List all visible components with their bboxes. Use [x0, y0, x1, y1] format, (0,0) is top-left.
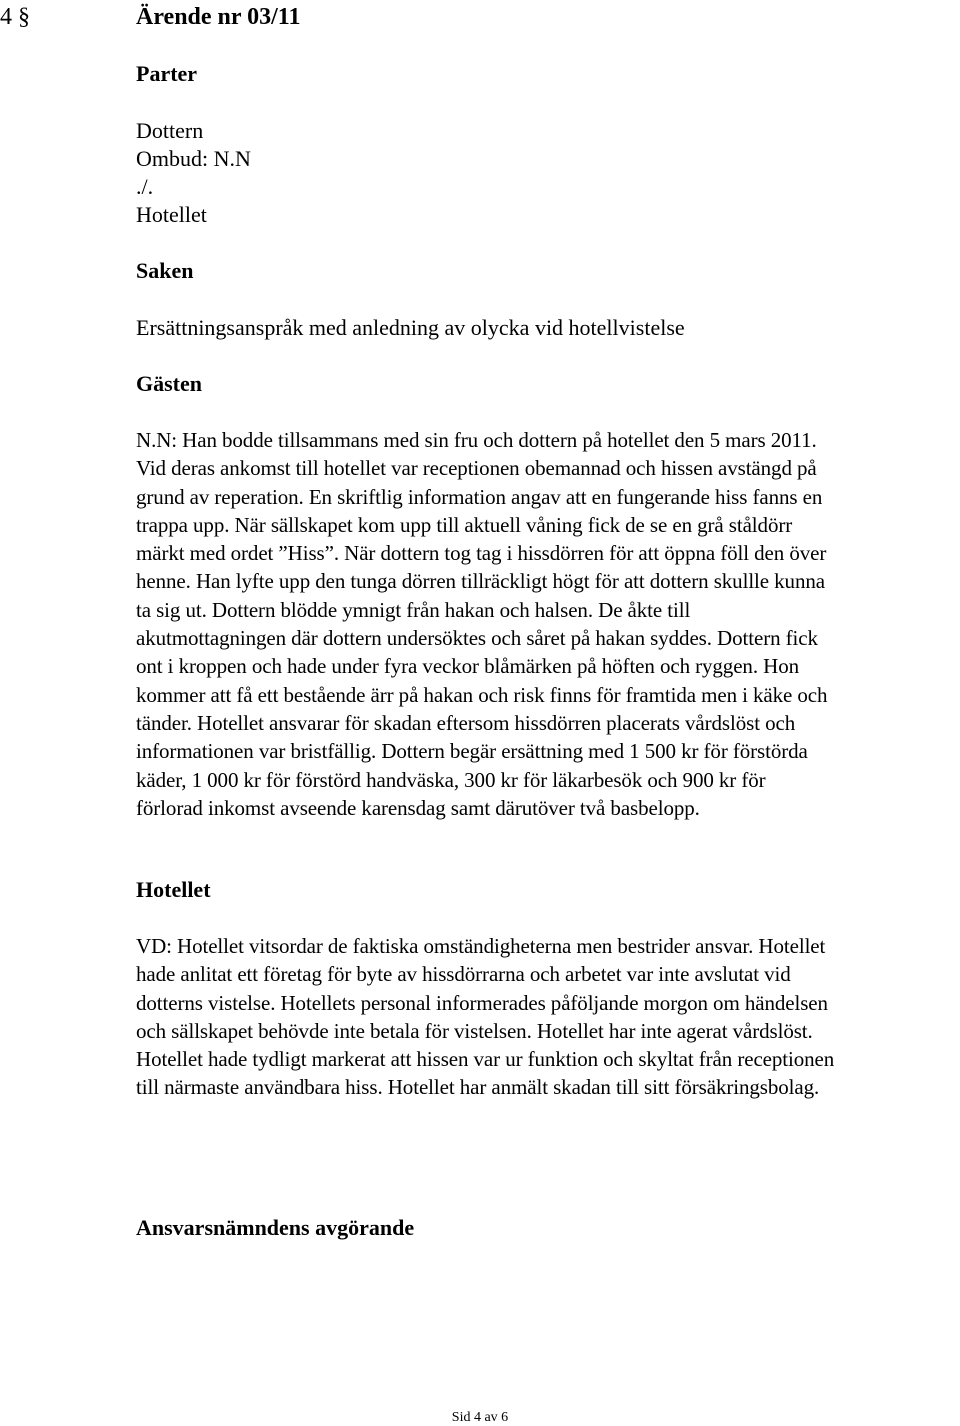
heading-gasten: Gästen: [136, 371, 202, 396]
party-representative: Ombud: N.N: [136, 146, 251, 171]
party-daughter: Dottern: [136, 118, 204, 143]
heading-hotellet: Hotellet: [136, 877, 211, 902]
heading-avgorande: Ansvarsnämndens avgörande: [136, 1215, 415, 1240]
party-hotel: Hotellet: [136, 202, 207, 227]
hotellet-statement: VD: Hotellet vitsordar de faktiska omständigheterna men bestrider ansvar. Hotellet hade anlitat ett företag för byte av hissdörrarna och arbetet var inte avslutat vid dotterns vistelse. Hotellets personal informerades påföljande morgon om händelsen och sällskapet behövde inte betala för vistelsen. Hotellet har inte agerat vårdslöst. Hotellet hade tydligt markerat att hissen var ur funktion och skyltat från receptionen till närmaste användbara hiss. Hotellet har anmält skadan till sitt försäkringsbolag.: [136, 934, 835, 1100]
heading-parter: Parter: [136, 61, 198, 86]
saken-text: Ersättningsanspråk med anledning av olycka vid hotellvistelse: [136, 315, 685, 340]
versus-marker: ./.: [136, 174, 154, 199]
section-number: 4 §: [0, 4, 30, 30]
gasten-statement: N.N: Han bodde tillsammans med sin fru och dottern på hotellet den 5 mars 2011. Vid deras ankomst till hotellet var receptionen obemannad och hissen avstängd på grund av reperation. En skriftlig information angav att en fungerande hiss fanns en trappa upp. När sällskapet kom upp till aktuell våning fick de se en grå ståldörr märkt med ordet ”Hiss”. När dottern tog tag i hissdörren för att öppna föll den över henne. Han lyfte upp den tunga dörren tillräckligt högt för att dottern skullle kunna ta sig ut. Dottern blödde ymnigt från hakan och halsen. De åkte till akutmottagningen där dottern undersöktes och såret på hakan syddes. Dottern fick ont i kroppen och hade under fyra veckor blåmärken på höften och ryggen. Hon kommer att få ett bestående ärr på hakan och risk finns för framtida men i käke och tänder. Hotellet ansvarar för skadan eftersom hissdörren placerats vårdslöst och informationen var bristfällig. Dottern begär ersättning med 1 500 kr för förstörda käder, 1 000 kr för förstörd handväska, 300 kr för läkarbesök och 900 kr för förlorad inkomst avseende karensdag samt därutöver två basbelopp.: [136, 428, 828, 820]
page-number: Sid 4 av 6: [451, 1410, 509, 1425]
case-title: Ärende nr 03/11: [136, 4, 301, 30]
heading-saken: Saken: [136, 258, 194, 283]
